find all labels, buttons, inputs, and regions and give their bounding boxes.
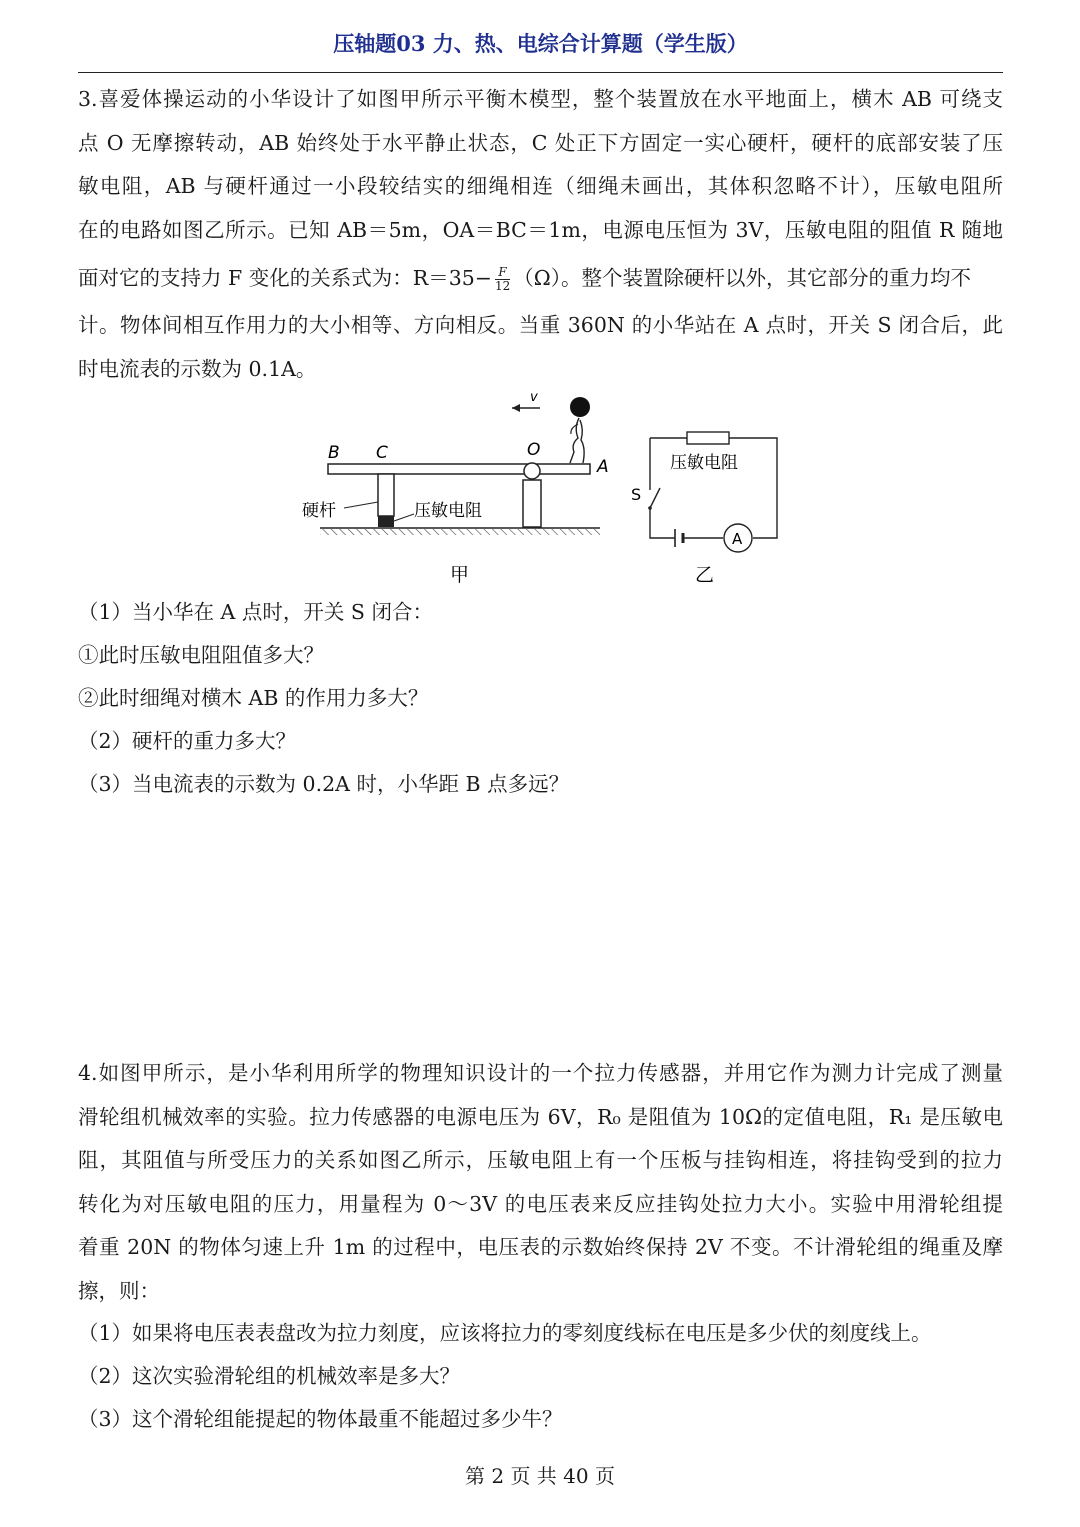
formula-before: 面对它的支持力 F 变化的关系式为：R＝35− [78,266,492,290]
rod-leader [344,502,378,508]
resistor-label: 压敏电阻 [414,501,482,521]
label-a: A [597,457,609,477]
figure-yi [625,420,795,588]
problem3-formula-line [78,252,1003,304]
rod-label: 硬杆 [302,501,336,521]
caption-yi: 乙 [695,564,715,586]
problem4-line: 转化为对压敏电阻的压力，用量程为 0～3V 的电压表来反应挂钩处拉力大小。实验中用滑轮组提 [78,1191,1003,1216]
pressure-resistor [687,432,729,444]
person-icon [570,397,590,463]
hard-rod [378,474,394,516]
switch-label: S [631,485,642,504]
problem3-line: 计。物体间相互作用力的大小相等、方向相反。当重 360N 的小华站在 A 点时，开关 S 闭合后，此 [78,313,1003,337]
problem4-line: 滑轮组机械效率的实验。拉力传感器的电源电压为 6V，R₀ 是阻值为 10Ω的定值电阻，R₁ 是压敏电 [78,1104,1003,1129]
velocity-arrow [512,404,540,412]
formula-denominator: 12 [494,279,511,293]
ground [320,528,600,535]
label-c: C [376,443,388,463]
problem4-text [78,1052,1003,1313]
figure-jia [300,388,630,588]
page-header [78,28,1003,68]
problem3-line: 在的电路如图乙所示。已知 AB＝5m，OA＝BC＝1m，电源电压恒为 3V，压敏电阻的阻值 R 随地 [78,217,1003,242]
q4-part2: （2）这次实验滑轮组的机械效率是多大？ [78,1364,461,1388]
label-b: B [328,443,340,463]
q3-part1: （1）当小华在 A 点时，开关 S 闭合： [78,600,433,624]
switch-contact [648,506,652,510]
problem4-line: 4.如图甲所示，是小华利用所学的物理知识设计的一个拉力传感器，并用它作为测力计完成了测量 [78,1061,1003,1085]
q3-part2: （2）硬杆的重力多大？ [78,729,297,753]
formula-after: （Ω）。整个装置除硬杆以外，其它部分的重力均不 [513,266,971,290]
sensor-leader [394,514,414,521]
formula-fraction [495,266,510,293]
page-number: 第 2 页 共 40 页 [465,1464,615,1488]
problem3-line: 敏电阻，AB 与硬杆通过一小段较结实的细绳相连（细绳未画出，其体积忽略不计），压敏电阻所 [78,174,1003,198]
q4-part3: （3）这个滑轮组能提起的物体最重不能超过多少牛？ [78,1407,563,1431]
pressure-sensor-block [378,516,394,527]
formula-numerator: F [495,266,510,280]
pivot-support [523,480,541,527]
label-v: v [530,390,538,405]
ammeter-label: A [732,530,743,548]
q4-part1: （1）如果将电压表表盘改为拉力刻度，应该将拉力的零刻度线标在电压是多少伏的刻度线上。 [78,1321,932,1345]
problem3-line: 3.喜爱体操运动的小华设计了如图甲所示平衡木模型，整个装置放在水平地面上，横木 AB 可绕支 [78,87,1003,111]
battery-icon [675,529,683,547]
problem4-line: 擦，则： [78,1278,160,1303]
q3-part1-sub1: ①此时压敏电阻阻值多大？ [78,643,324,667]
caption-jia: 甲 [450,564,470,586]
beam-ab [328,464,590,474]
page-footer [0,1460,1080,1489]
ammeter-icon [724,524,752,552]
pivot-o [524,463,540,479]
q3-part1-sub2: ②此时细绳对横木 AB 的作用力多大？ [78,686,429,710]
problem3-line: 时电流表的示数为 0.1A。 [78,356,317,381]
header-rule [78,72,1003,73]
label-o: O [527,440,541,460]
problem3-text [78,78,1003,391]
circuit-resistor-label: 压敏电阻 [670,453,738,473]
problem4-line: 阻，其阻值与所受压力的关系如图乙所示，压敏电阻上有一个压板与挂钩相连，将挂钩受到的拉力 [78,1148,1003,1172]
switch-s [650,488,660,508]
q3-part3: （3）当电流表的示数为 0.2A 时，小华距 B 点多远？ [78,772,570,796]
header-title: 压轴题03 力、热、电综合计算题（学生版） [333,31,748,56]
problem4-line: 着重 20N 的物体匀速上升 1m 的过程中，电压表的示数始终保持 2V 不变。不计滑轮组的绳重及摩 [78,1235,1003,1259]
problem3-line: 点 O 无摩擦转动，AB 始终处于水平静止状态，C 处正下方固定一实心硬杆，硬杆的底部安装了压 [78,130,1003,155]
